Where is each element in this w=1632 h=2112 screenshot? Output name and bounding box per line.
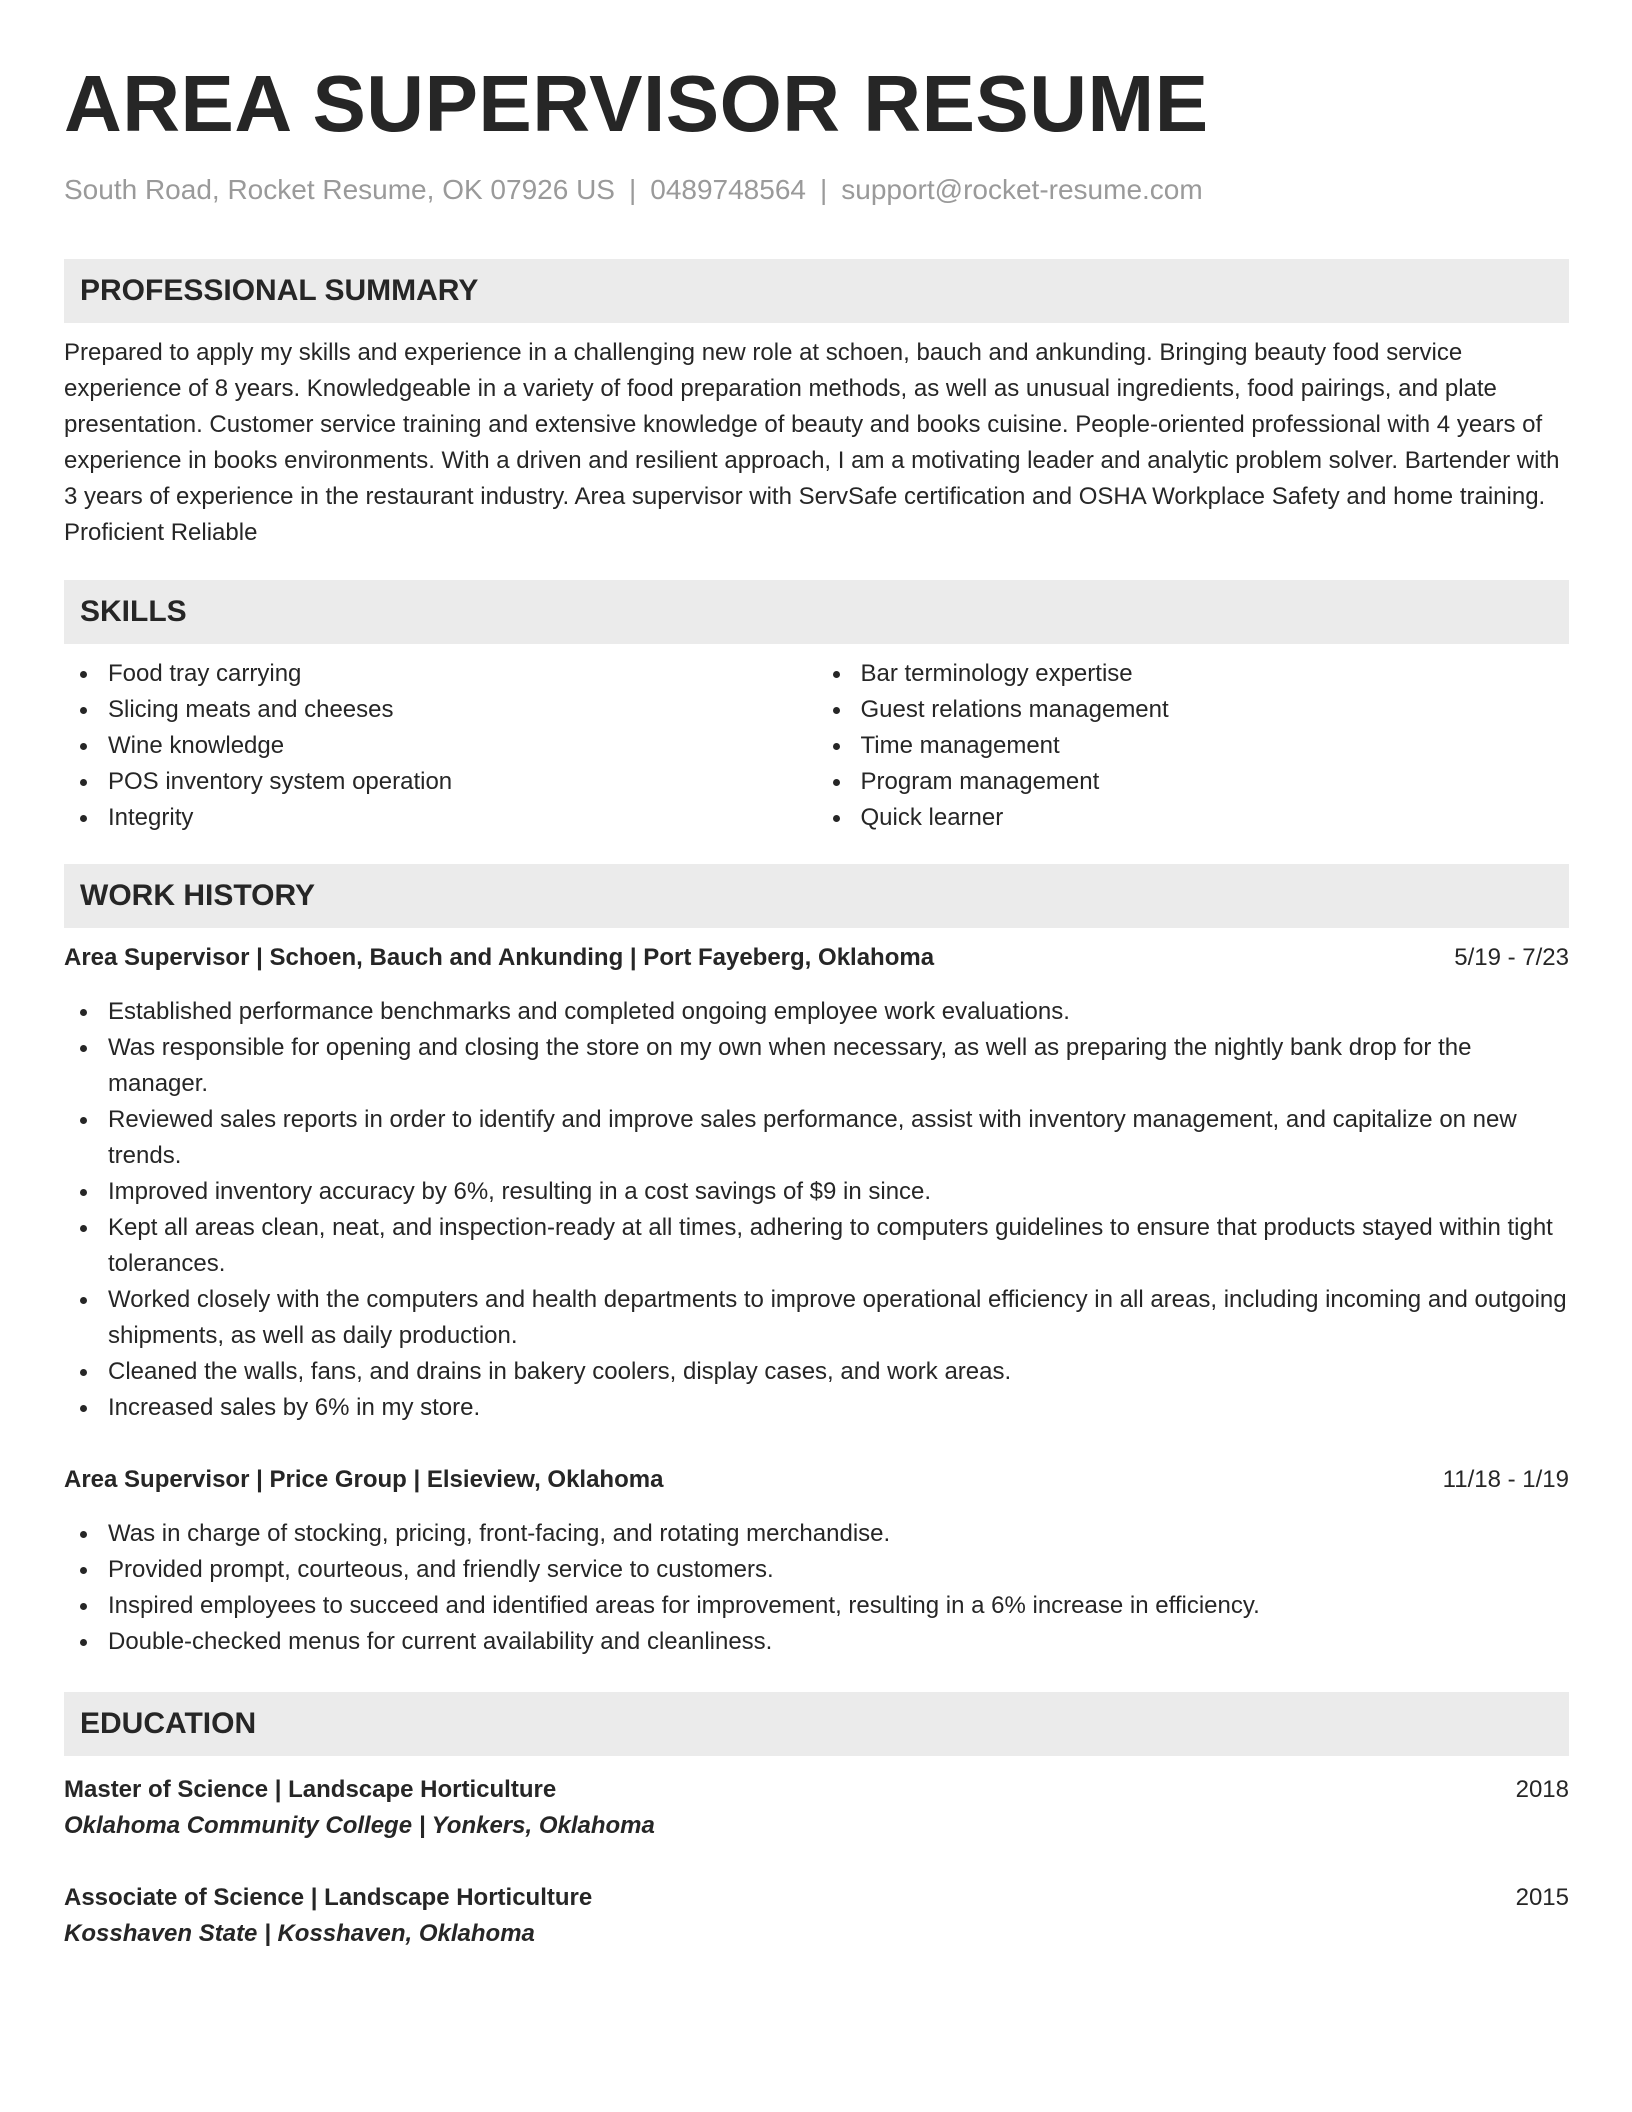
contact-line xyxy=(64,172,1569,208)
job-bullet: Kept all areas clean, neat, and inspection-ready at all times, adhering to computers guidelines to ensure that products stayed within tight tolerances. xyxy=(64,1210,1569,1282)
job-bullet: Improved inventory accuracy by 6%, resulting in a cost savings of $9 in since. xyxy=(64,1174,1569,1210)
job-entry xyxy=(64,940,1569,1426)
job-bullet: Inspired employees to succeed and identified areas for improvement, resulting in a 6% increase in efficiency. xyxy=(64,1588,1569,1624)
summary-text: Prepared to apply my skills and experience in a challenging new role at schoen, bauch and ankunding. Bringing beauty food service experience of 8 years. Knowledgeable in a variety of food preparation methods, as well as unusual ingredients, food pairings, and plate presentation. Customer service training and extensive knowledge of beauty and books cuisine. People-oriented professional with 4 years of experience in books environments. With a driven and resilient approach, I am a motivating leader and analytic problem solver. Bartender with 3 years of experience in the restaurant industry. Area supervisor with ServSafe certification and OSHA Workplace Safety and home training. Proficient Reliable xyxy=(64,339,1560,546)
resume-title: AREA SUPERVISOR RESUME xyxy=(64,59,1209,148)
section-heading-work-history: WORK HISTORY xyxy=(64,864,1569,928)
skill-item: Time management xyxy=(817,728,1570,764)
education-entry xyxy=(64,1772,1569,1844)
section-heading-education: EDUCATION xyxy=(64,1692,1569,1756)
section-heading-summary: PROFESSIONAL SUMMARY xyxy=(64,259,1569,323)
degree-title: Associate of Science | Landscape Horticulture xyxy=(64,1884,593,1911)
job-bullet: Increased sales by 6% in my store. xyxy=(64,1390,1569,1426)
job-bullet: Provided prompt, courteous, and friendly service to customers. xyxy=(64,1552,1569,1588)
contact-phone: 0489748564 xyxy=(650,174,806,205)
job-bullet: Double-checked menus for current availability and cleanliness. xyxy=(64,1624,1569,1660)
skills-grid xyxy=(64,656,1569,836)
job-bullet: Worked closely with the computers and health departments to improve operational efficiency in all areas, including incoming and outgoing shipments, as well as daily production. xyxy=(64,1282,1569,1354)
job-dates: 5/19 - 7/23 xyxy=(1454,944,1569,971)
graduation-year: 2015 xyxy=(1515,1884,1569,1911)
job-bullet: Was responsible for opening and closing the store on my own when necessary, as well as preparing the nightly bank drop for the manager. xyxy=(64,1030,1569,1102)
skill-item: Slicing meats and cheeses xyxy=(64,692,817,728)
job-entry xyxy=(64,1462,1569,1660)
contact-address: South Road, Rocket Resume, OK 07926 US xyxy=(64,174,615,205)
job-bullet: Reviewed sales reports in order to identify and improve sales performance, assist with inventory management, and capitalize on new trends. xyxy=(64,1102,1569,1174)
skill-item: Guest relations management xyxy=(817,692,1570,728)
skills-column-right xyxy=(817,656,1570,836)
contact-email: support@rocket-resume.com xyxy=(841,174,1203,205)
education-entry xyxy=(64,1880,1569,1952)
contact-separator: | xyxy=(628,174,637,205)
skill-item: Integrity xyxy=(64,800,817,836)
skills-column-left xyxy=(64,656,817,836)
section-heading-skills: SKILLS xyxy=(64,580,1569,644)
job-bullet: Cleaned the walls, fans, and drains in bakery coolers, display cases, and work areas. xyxy=(64,1354,1569,1390)
job-bullet: Established performance benchmarks and completed ongoing employee work evaluations. xyxy=(64,994,1569,1030)
job-bullet: Was in charge of stocking, pricing, front-facing, and rotating merchandise. xyxy=(64,1516,1569,1552)
school-name: Kosshaven State | Kosshaven, Oklahoma xyxy=(64,1920,535,1947)
skill-item: Bar terminology expertise xyxy=(817,656,1570,692)
job-dates: 11/18 - 1/19 xyxy=(1442,1466,1569,1493)
contact-separator: | xyxy=(819,174,828,205)
degree-title: Master of Science | Landscape Horticulture xyxy=(64,1776,557,1803)
skill-item: Program management xyxy=(817,764,1570,800)
skill-item: Quick learner xyxy=(817,800,1570,836)
school-name: Oklahoma Community College | Yonkers, Oklahoma xyxy=(64,1812,655,1839)
skill-item: Wine knowledge xyxy=(64,728,817,764)
job-title: Area Supervisor | Schoen, Bauch and Ankunding | Port Fayeberg, Oklahoma xyxy=(64,944,935,971)
graduation-year: 2018 xyxy=(1515,1776,1569,1803)
job-title: Area Supervisor | Price Group | Elsieview, Oklahoma xyxy=(64,1466,664,1493)
skill-item: Food tray carrying xyxy=(64,656,817,692)
skill-item: POS inventory system operation xyxy=(64,764,817,800)
